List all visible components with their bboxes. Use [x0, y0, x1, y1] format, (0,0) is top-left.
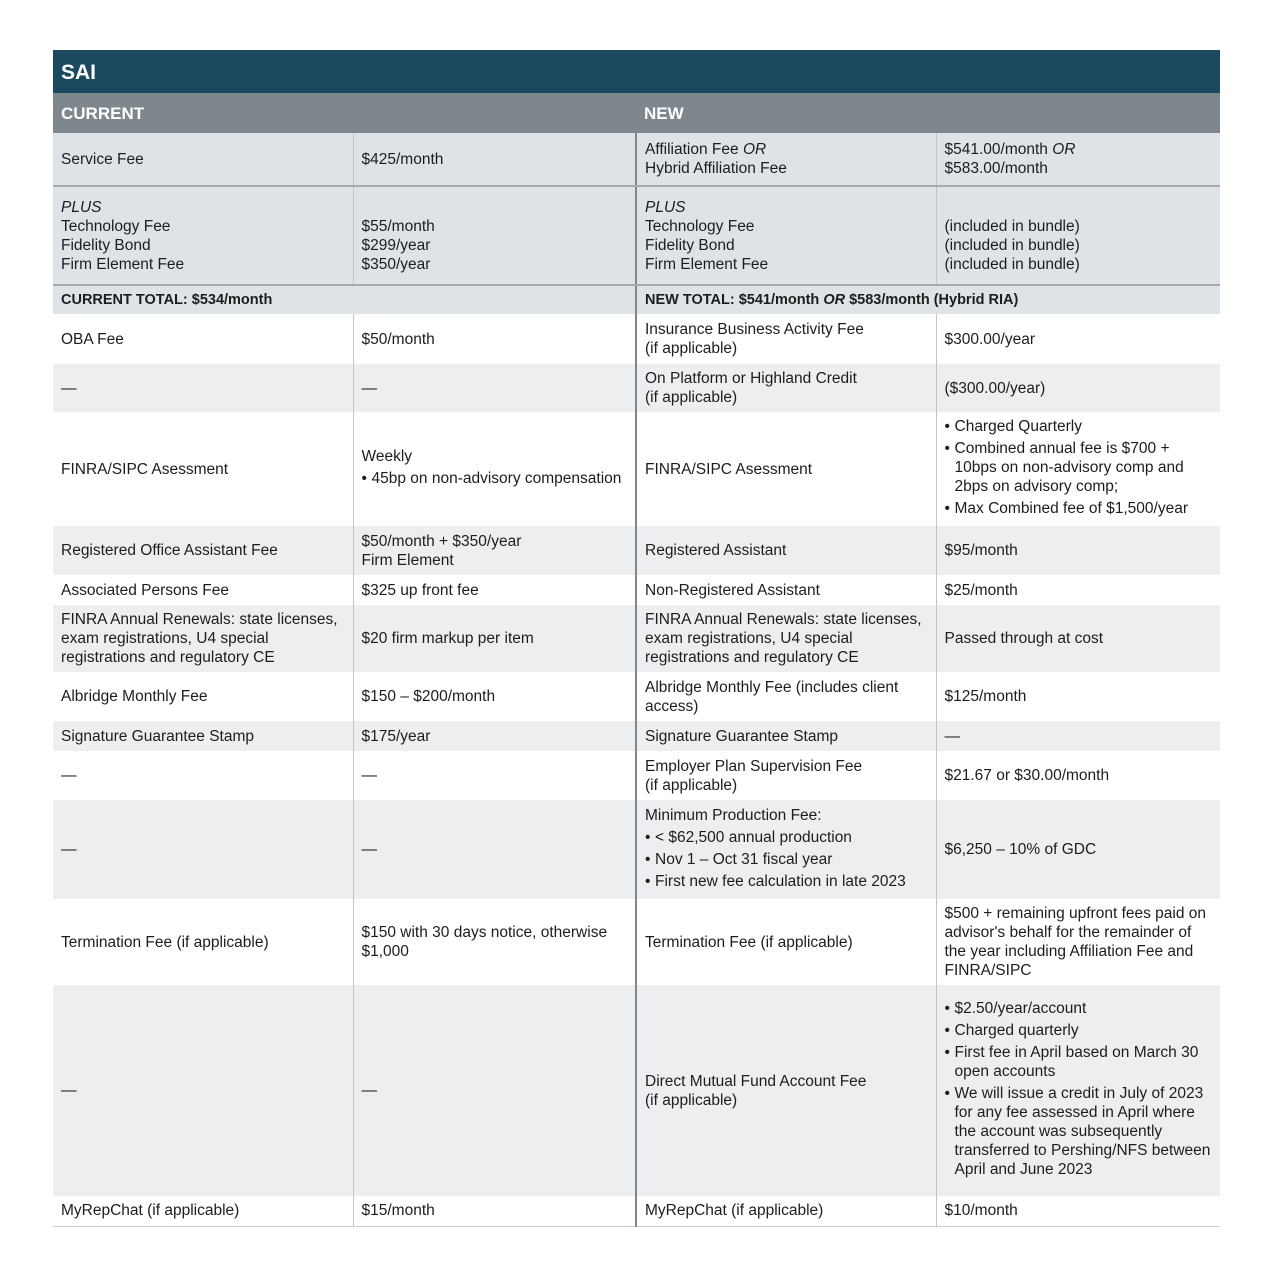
table-row	[53, 899, 1220, 985]
new-fee-label-text: Minimum Production Fee:	[645, 806, 822, 824]
new-total-affiliation: NEW TOTAL: $541/month	[645, 291, 820, 308]
new-fee-value: $95/month	[936, 526, 1220, 575]
current-fee-value: —	[353, 751, 636, 800]
new-fee-label: FINRA Annual Renewals: state licenses, exam registrations, U4 special registrations and regulatory CE	[636, 605, 936, 672]
new-fee-value: $21.67 or $30.00/month	[936, 751, 1220, 800]
table-row	[53, 751, 1220, 800]
new-fee-label-text: Direct Mutual Fund Account Fee	[645, 1072, 867, 1090]
current-fee-value: $150 – $200/month	[353, 672, 636, 721]
list-item: • We will issue a credit in July of 2023 for any fee assessed in April where the account was subsequently transferred to Pershing/NFS between April and June 2023	[945, 1084, 1213, 1179]
new-fee-label-bullets	[645, 828, 928, 891]
new-total	[636, 285, 1220, 314]
firm-element-fee-label: Firm Element Fee	[61, 255, 185, 273]
current-fee-value: —	[353, 364, 636, 412]
new-fee-label: Registered Assistant	[636, 526, 936, 575]
list-item: • Max Combined fee of $1,500/year	[945, 499, 1213, 518]
table-row	[53, 412, 1220, 526]
current-fee-label: Albridge Monthly Fee	[53, 672, 353, 721]
current-fee-bullets	[362, 469, 628, 488]
new-fee-label-note: (if applicable)	[645, 340, 738, 357]
hybrid-affiliation-fee-value: $583.00/month	[944, 160, 1048, 177]
current-plus-values	[353, 186, 636, 285]
fee-comparison-document	[53, 50, 1220, 1227]
current-fee-value	[353, 412, 636, 526]
table-row	[53, 526, 1220, 575]
new-fee-label	[636, 133, 936, 186]
list-item: • 45bp on non-advisory compensation	[362, 469, 628, 488]
fidelity-bond-label: Fidelity Bond	[61, 236, 151, 254]
current-fee-value: $325 up front fee	[353, 575, 636, 605]
new-fee-label-text: On Platform or Highland Credit	[645, 370, 857, 387]
new-fee-value: $125/month	[936, 672, 1220, 721]
table-row	[53, 721, 1220, 751]
current-fee-label: Associated Persons Fee	[53, 575, 353, 605]
new-fee-value: $6,250 – 10% of GDC	[936, 800, 1220, 899]
fee-table	[53, 133, 1220, 1227]
or-label: OR	[742, 141, 767, 158]
technology-fee-value: $55/month	[361, 217, 435, 235]
table-row	[53, 364, 1220, 412]
affiliation-fee-value: $541.00/month	[944, 141, 1048, 158]
table-row	[53, 605, 1220, 672]
column-header-bar	[53, 93, 1220, 133]
technology-fee-value: (included in bundle)	[944, 217, 1080, 235]
new-fee-value	[936, 985, 1220, 1196]
current-fee-label: Service Fee	[53, 133, 353, 186]
new-plus-labels	[636, 186, 936, 285]
new-fee-label-text: Employer Plan Supervision Fee	[645, 757, 863, 775]
plus-label: PLUS	[61, 198, 102, 216]
list-item: • Charged quarterly	[945, 1021, 1213, 1040]
new-fee-value: $10/month	[936, 1196, 1220, 1226]
current-plus-labels	[53, 186, 353, 285]
plus-label: PLUS	[645, 198, 686, 216]
current-fee-label: Registered Office Assistant Fee	[53, 526, 353, 575]
current-fee-label: OBA Fee	[53, 314, 353, 364]
new-fee-label: FINRA/SIPC Asessment	[636, 412, 936, 526]
table-row	[53, 985, 1220, 1196]
table-row	[53, 672, 1220, 721]
new-plus-values	[936, 186, 1220, 285]
new-fee-label	[636, 751, 936, 800]
table-row	[53, 186, 1220, 285]
new-fee-label: Termination Fee (if applicable)	[636, 899, 936, 985]
list-item: • Combined annual fee is $700 + 10bps on non-advisory comp and 2bps on advisory comp;	[945, 439, 1213, 496]
new-fee-value	[936, 133, 1220, 186]
current-fee-value: $20 firm markup per item	[353, 605, 636, 672]
new-fee-value	[936, 412, 1220, 526]
current-fee-label: —	[53, 364, 353, 412]
new-fee-label-note: (if applicable)	[645, 389, 738, 406]
new-fee-label: Signature Guarantee Stamp	[636, 721, 936, 751]
new-fee-value: Passed through at cost	[936, 605, 1220, 672]
list-item: • Charged Quarterly	[945, 417, 1213, 436]
table-row	[53, 314, 1220, 364]
list-item: • Nov 1 – Oct 31 fiscal year	[645, 850, 928, 869]
fidelity-bond-value: $299/year	[361, 236, 431, 254]
current-fee-label: Signature Guarantee Stamp	[53, 721, 353, 751]
current-column-header: CURRENT	[53, 93, 636, 133]
table-row	[53, 800, 1220, 899]
new-fee-value: $25/month	[936, 575, 1220, 605]
current-fee-label: FINRA/SIPC Asessment	[53, 412, 353, 526]
new-fee-label-text: Insurance Business Activity Fee	[645, 321, 864, 338]
current-fee-value-text: Weekly	[361, 448, 413, 465]
table-row	[53, 1196, 1220, 1226]
current-fee-label: MyRepChat (if applicable)	[53, 1196, 353, 1226]
current-fee-value-note: Firm Element	[361, 551, 454, 569]
current-fee-label: Termination Fee (if applicable)	[53, 899, 353, 985]
new-fee-label-note: (if applicable)	[645, 776, 738, 794]
list-item: • First fee in April based on March 30 open accounts	[945, 1043, 1213, 1081]
list-item: • $2.50/year/account	[945, 999, 1213, 1018]
fidelity-bond-label: Fidelity Bond	[645, 236, 735, 254]
new-fee-label: MyRepChat (if applicable)	[636, 1196, 936, 1226]
table-title: SAI	[53, 50, 1220, 93]
new-fee-label: Non-Registered Assistant	[636, 575, 936, 605]
current-fee-value	[353, 526, 636, 575]
totals-row	[53, 285, 1220, 314]
list-item: • First new fee calculation in late 2023	[645, 872, 928, 891]
list-item: • < $62,500 annual production	[645, 828, 928, 847]
current-fee-label: —	[53, 751, 353, 800]
new-fee-label	[636, 314, 936, 364]
current-fee-value: $425/month	[353, 133, 636, 186]
new-fee-value: $300.00/year	[936, 314, 1220, 364]
current-fee-label: FINRA Annual Renewals: state licenses, exam registrations, U4 special registrations and regulatory CE	[53, 605, 353, 672]
current-fee-value-text: $50/month + $350/year	[361, 532, 522, 550]
current-fee-value: —	[353, 800, 636, 899]
new-fee-bullets	[945, 417, 1213, 518]
current-fee-value: $150 with 30 days notice, otherwise $1,000	[353, 899, 636, 985]
current-fee-value: $15/month	[353, 1196, 636, 1226]
new-fee-value: —	[936, 721, 1220, 751]
firm-element-fee-value: (included in bundle)	[944, 255, 1080, 273]
table-row	[53, 575, 1220, 605]
new-fee-value: ($300.00/year)	[936, 364, 1220, 412]
current-fee-value: $175/year	[353, 721, 636, 751]
new-fee-label	[636, 985, 936, 1196]
or-label: OR	[823, 291, 846, 308]
firm-element-fee-value: $350/year	[361, 255, 431, 273]
new-total-hybrid: $583/month (Hybrid RIA)	[849, 291, 1019, 308]
new-fee-label: Albridge Monthly Fee (includes client access)	[636, 672, 936, 721]
affiliation-fee-label: Affiliation Fee	[645, 141, 739, 158]
or-label: OR	[1052, 141, 1076, 158]
new-fee-label	[636, 364, 936, 412]
new-fee-bullets	[945, 999, 1213, 1179]
firm-element-fee-label: Firm Element Fee	[645, 255, 769, 273]
current-fee-value: —	[353, 985, 636, 1196]
hybrid-affiliation-fee-label: Hybrid Affiliation Fee	[645, 160, 787, 177]
new-fee-label	[636, 800, 936, 899]
current-fee-label: —	[53, 800, 353, 899]
new-fee-label-note: (if applicable)	[645, 1091, 738, 1109]
current-fee-label: —	[53, 985, 353, 1196]
technology-fee-label: Technology Fee	[61, 217, 171, 235]
fidelity-bond-value: (included in bundle)	[944, 236, 1080, 254]
technology-fee-label: Technology Fee	[645, 217, 755, 235]
current-fee-value: $50/month	[353, 314, 636, 364]
table-row	[53, 133, 1220, 186]
new-fee-value: $500 + remaining upfront fees paid on advisor's behalf for the remainder of the year including Affiliation Fee and FINRA/SIPC	[936, 899, 1220, 985]
current-total: CURRENT TOTAL: $534/month	[53, 285, 636, 314]
new-column-header: NEW	[644, 104, 684, 123]
